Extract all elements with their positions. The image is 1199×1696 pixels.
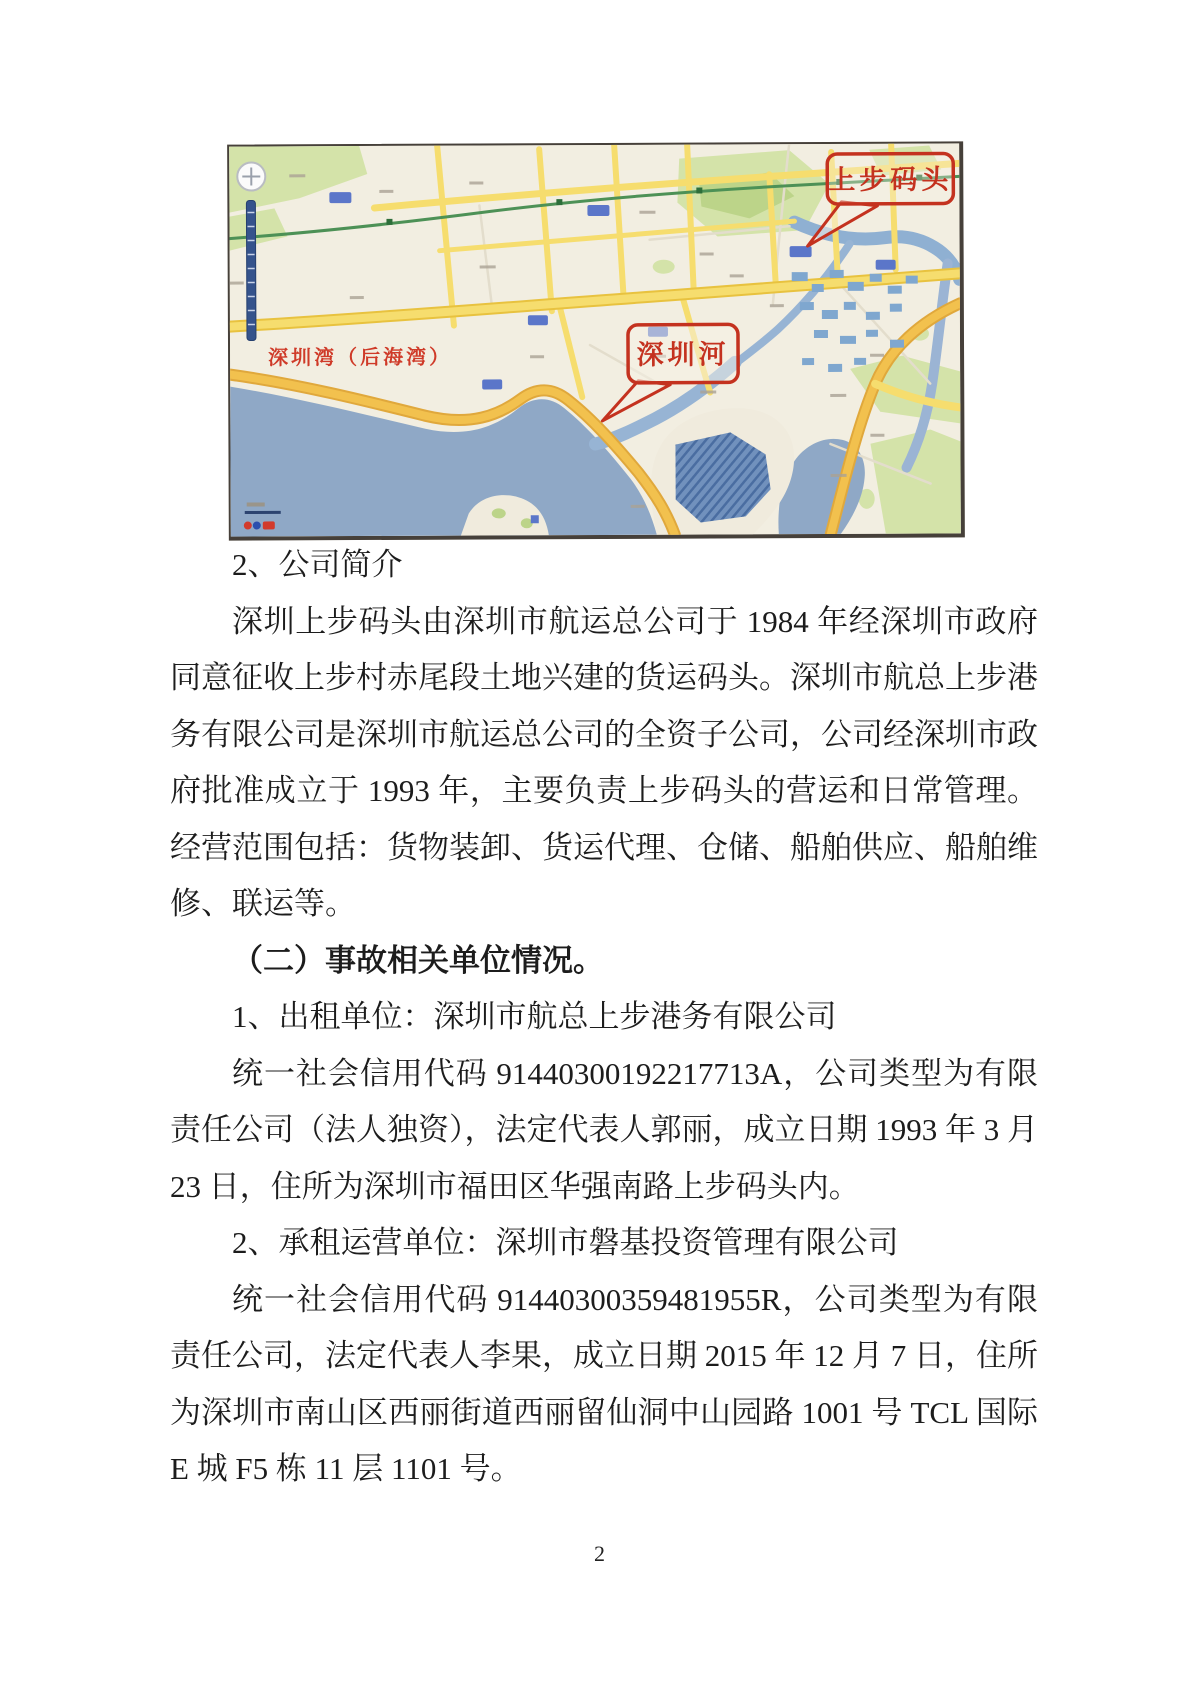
paragraph-company-intro: 深圳上步码头由深圳市航运总公司于 1984 年经深圳市政府同意征收上步村赤尾段土地兴建的货运码头。深圳市航总上步港务有限公司是深圳市航运总公司的全资子公司，公司经深圳市政府批准成立于 1993 年，主要负责上步码头的营运和日常管理。经营范围包括：货物装卸、货运代理、仓储、船舶供应、船舶维修、联运等。 bbox=[170, 603, 1038, 921]
paragraph-lessee-unit: 2、承租运营单位：深圳市磐基投资管理有限公司 bbox=[232, 1225, 899, 1260]
river-callout-label: 深圳河 bbox=[636, 339, 730, 370]
bay-label: 深圳湾（后海湾） bbox=[268, 346, 453, 370]
paragraph-company-intro-heading: 2、公司简介 bbox=[232, 547, 403, 582]
map-provider-logo-icon bbox=[244, 521, 275, 529]
page-footer bbox=[0, 1541, 1199, 1567]
section-heading-related-units: （二）事故相关单位情况。 bbox=[232, 942, 604, 978]
paragraph-lessee-details: 统一社会信用代码 91440300359481955R，公司类型为有限责任公司，法定代表人李果，成立日期 2015 年 12 月 7 日，住所为深圳市南山区西丽街道西丽留仙洞中山园路 1001 号 TCL 国际 E 城 F5 栋 11 层 1101 号。 bbox=[170, 1281, 1038, 1486]
paragraph-lessor-details: 统一社会信用代码 91440300192217713A，公司类型为有限责任公司（法人独资），法定代表人郭丽，成立日期 1993 年 3 月 23 日，住所为深圳市福田区华强南路上步码头内。 bbox=[170, 1055, 1038, 1204]
map-image bbox=[229, 143, 961, 536]
zoom-slider-icon bbox=[246, 200, 256, 340]
map-figure bbox=[227, 141, 965, 540]
paragraph-lessor-unit: 1、出租单位：深圳市航总上步港务有限公司 bbox=[232, 999, 837, 1034]
document-body bbox=[170, 537, 1038, 1498]
scale-label-mark bbox=[247, 502, 265, 506]
page-number: 2 bbox=[594, 1541, 605, 1566]
dock-callout-label: 上步码头 bbox=[828, 164, 953, 195]
